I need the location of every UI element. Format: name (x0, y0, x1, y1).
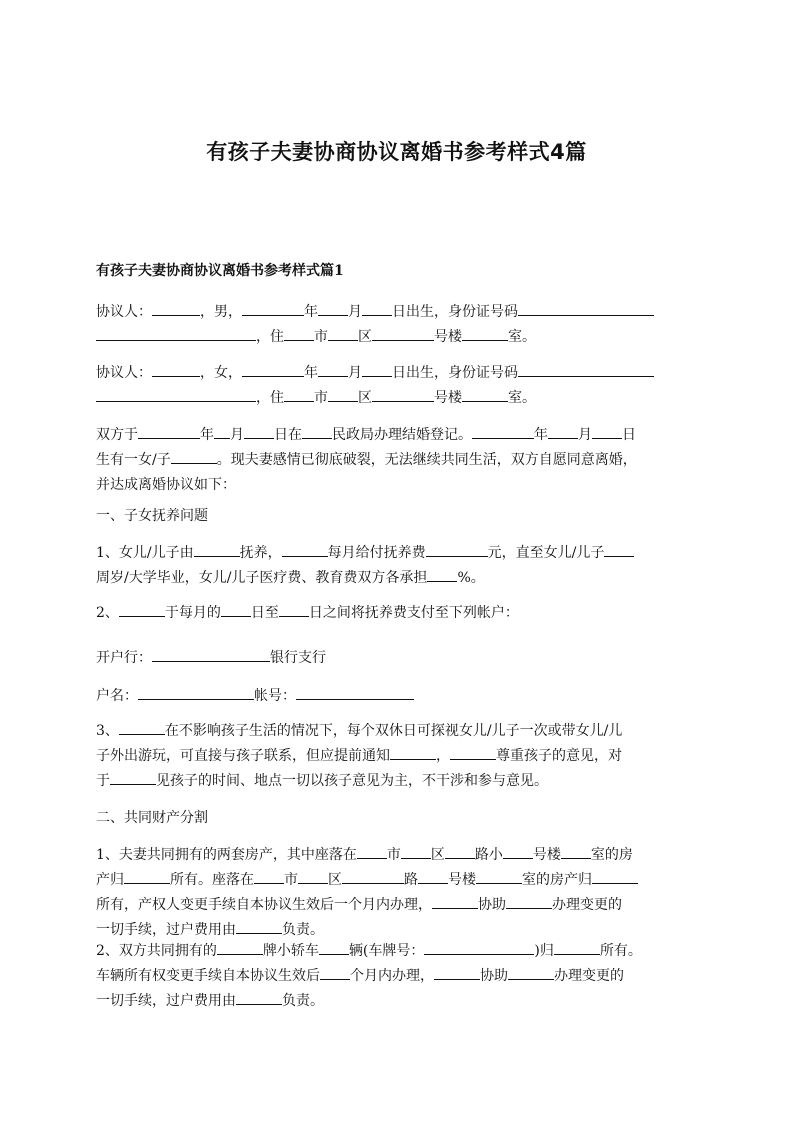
text: 办理变更的 (554, 968, 624, 984)
text: 年 (200, 427, 214, 443)
text: 周岁/大学毕业，女儿/儿子医疗费、教育费双方各承担 (96, 570, 428, 586)
text: 。现夫妻感情已彻底破裂，无法继续共同生活，双方自愿同意离婚， (216, 452, 637, 468)
text: 1、女儿/儿子由 (96, 545, 194, 561)
account-line (96, 684, 702, 709)
text: 市 (386, 847, 401, 863)
text: 协议人： (96, 304, 152, 320)
party-1-paragraph (96, 300, 702, 350)
blank-id-cont (96, 326, 256, 341)
blank-count (319, 940, 349, 955)
blank-building (503, 844, 533, 859)
text: 年 (534, 427, 548, 443)
text: 年 (304, 365, 318, 381)
text: 所有，产权人变更手续自本协议生效后一个月内办理， (96, 897, 432, 913)
text: 负责。 (282, 993, 324, 1009)
text: 路小 (474, 847, 503, 863)
text: 帐号： (254, 688, 296, 704)
blank-account-name (138, 685, 254, 700)
blank-year (242, 301, 304, 316)
text: ，住 (256, 329, 284, 345)
text: 日至 (250, 605, 279, 621)
property-clause-1 (96, 843, 702, 943)
blank-district (401, 844, 431, 859)
text: 并达成离婚协议如下： (96, 477, 236, 493)
text: 户名： (96, 688, 138, 704)
text: 每月给付抚养费 (327, 545, 426, 561)
text: 月 (348, 304, 362, 320)
blank-payer (236, 919, 282, 934)
blank-building (418, 869, 448, 884)
blank-district (328, 387, 358, 402)
blank-party (508, 965, 554, 980)
text: 见孩子的时间、地点一切以孩子意见为主，不干涉和参与意见。 (156, 773, 548, 789)
party-2-paragraph (96, 361, 702, 411)
text: 银行支行 (270, 650, 326, 666)
clause-1-paragraph (96, 541, 702, 591)
blank-owner (124, 869, 170, 884)
text: 区 (328, 872, 342, 888)
text: 号楼 (434, 390, 462, 406)
blank-road (445, 844, 475, 859)
blank-age (604, 542, 634, 557)
blank-room (561, 844, 591, 859)
blank-day (592, 424, 622, 439)
blank-year (138, 424, 200, 439)
blank-helper (432, 894, 478, 909)
text: 区 (358, 329, 372, 345)
blank-bank (152, 647, 270, 662)
text: 开户行： (96, 650, 152, 666)
blank-day (362, 362, 392, 377)
blank-respect (450, 745, 496, 760)
text: )归 (534, 943, 554, 959)
blank-city (254, 869, 284, 884)
blank-child-name (171, 449, 217, 464)
blank-amount (426, 542, 488, 557)
text: 月 (230, 427, 244, 443)
text: 尊重孩子的意见，对 (496, 748, 622, 764)
blank-account-number (296, 685, 414, 700)
blank-room (462, 387, 508, 402)
text: 产归 (96, 872, 124, 888)
blank-owner (592, 869, 638, 884)
text: 月 (348, 365, 362, 381)
text: ， (436, 748, 450, 764)
blank-payer (236, 990, 282, 1005)
blank-payer (282, 542, 328, 557)
blank-percent (427, 567, 457, 582)
blank-month (318, 301, 348, 316)
text: 元，直至女儿/儿子 (487, 545, 605, 561)
section-child-custody: 一、子女抚养问题 (96, 508, 208, 524)
text: 号楼 (448, 872, 476, 888)
clause-2-paragraph (96, 601, 702, 626)
blank-day-start (221, 602, 251, 617)
text: 抚养， (239, 545, 282, 561)
text: 协助 (480, 968, 508, 984)
blank-payer (119, 602, 165, 617)
text: 子外出游玩，可直接与孩子联系，但应提前通知 (96, 748, 390, 764)
text: %。 (457, 570, 485, 586)
blank-bureau (302, 424, 332, 439)
blank-months (320, 965, 350, 980)
blank-name (152, 362, 200, 377)
blank-name (152, 301, 200, 316)
blank-id (518, 301, 654, 316)
text: 室。 (508, 329, 536, 345)
text: 号楼 (434, 329, 462, 345)
blank-year (242, 362, 304, 377)
text: 市 (314, 329, 328, 345)
blank-visitor (119, 720, 165, 735)
blank-guardian (194, 542, 240, 557)
blank-visitor (110, 770, 156, 785)
text: 个月内办理， (350, 968, 434, 984)
text: 办理变更的 (552, 897, 622, 913)
text: ，女， (200, 365, 242, 381)
property-clause-2 (96, 939, 702, 1014)
text: 室的房产归 (522, 872, 592, 888)
text: 室的房 (590, 847, 633, 863)
blank-room (462, 326, 508, 341)
text: 日在 (274, 427, 302, 443)
blank-building (372, 326, 434, 341)
clause-3-paragraph (96, 719, 702, 794)
text: 日 (622, 427, 636, 443)
blank-year (472, 424, 534, 439)
text: 协议人： (96, 365, 152, 381)
blank-id (518, 362, 654, 377)
text: 3、 (96, 723, 119, 739)
section-property: 二、共同财产分割 (96, 810, 208, 826)
blank-building (372, 387, 434, 402)
blank-party (506, 894, 552, 909)
blank-id-cont (96, 387, 256, 402)
text: 室。 (508, 390, 536, 406)
text: 于每月的 (164, 605, 221, 621)
blank-helper (434, 965, 480, 980)
text: 所有。 (599, 943, 642, 959)
document-title: 有孩子夫妻协商协议离婚书参考样式4篇 (206, 140, 587, 164)
text: ，住 (256, 390, 284, 406)
blank-city (284, 326, 314, 341)
blank-brand (217, 940, 263, 955)
blank-month (548, 424, 578, 439)
text: 辆(车牌号： (348, 943, 425, 959)
text: 月 (578, 427, 592, 443)
blank-district (328, 326, 358, 341)
text: 所有。座落在 (170, 872, 254, 888)
blank-day (362, 301, 392, 316)
text: 路 (404, 872, 418, 888)
text: 2、双方共同拥有的 (96, 943, 217, 959)
text: 市 (284, 872, 298, 888)
blank-month (214, 424, 230, 439)
section-heading: 有孩子夫妻协商协议离婚书参考样式篇1 (96, 263, 344, 279)
text: 生有一女/子 (96, 452, 171, 468)
blank-city (357, 844, 387, 859)
text: 日出生，身份证号码 (392, 365, 518, 381)
text: 区 (358, 390, 372, 406)
blank-road (342, 869, 404, 884)
text: 区 (430, 847, 445, 863)
blank-district (298, 869, 328, 884)
marriage-paragraph (96, 423, 702, 498)
bank-line (96, 646, 702, 671)
blank-room (476, 869, 522, 884)
text: 市 (314, 390, 328, 406)
text: 一切手续，过户费用由 (96, 993, 236, 1009)
blank-owner (554, 940, 600, 955)
text: 一切手续，过户费用由 (96, 922, 236, 938)
blank-month (318, 362, 348, 377)
text: 号楼 (532, 847, 561, 863)
text: 1、夫妻共同拥有的两套房产，其中座落在 (96, 847, 357, 863)
text: 双方于 (96, 427, 138, 443)
text: ，男， (200, 304, 242, 320)
blank-plate (424, 940, 534, 955)
text: 于 (96, 773, 110, 789)
text: 车辆所有权变更手续自本协议生效后 (96, 968, 320, 984)
text: 日之间将抚养费支付至下列帐户： (308, 605, 519, 621)
blank-day (244, 424, 274, 439)
blank-day-end (279, 602, 309, 617)
blank-notify (390, 745, 436, 760)
text: 日出生，身份证号码 (392, 304, 518, 320)
text: 负责。 (282, 922, 324, 938)
text: 2、 (96, 605, 119, 621)
text: 牌小轿车 (262, 943, 319, 959)
text: 年 (304, 304, 318, 320)
blank-city (284, 387, 314, 402)
text: 协助 (478, 897, 506, 913)
text: 民政局办理结婚登记。 (332, 427, 472, 443)
text: 在不影响孩子生活的情况下，每个双休日可探视女儿/儿子一次或带女儿/儿 (164, 723, 623, 739)
